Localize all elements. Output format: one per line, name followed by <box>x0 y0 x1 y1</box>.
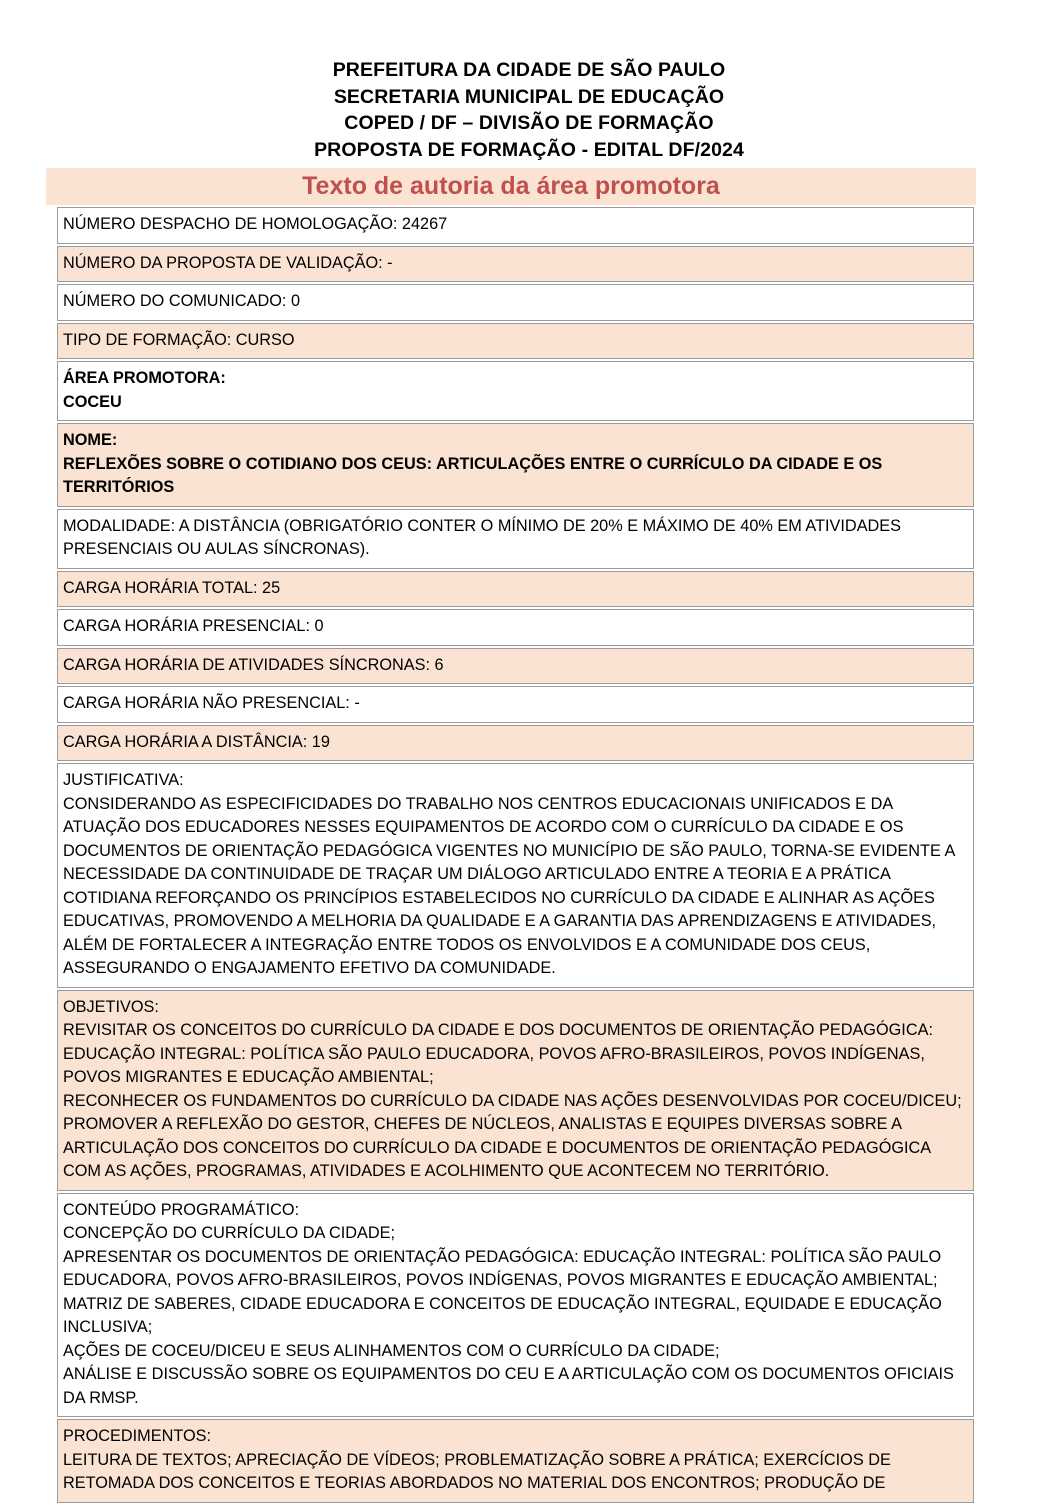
field-numero-comunicado: NÚMERO DO COMUNICADO: 0 <box>57 284 974 321</box>
table-row <box>57 1193 974 1418</box>
conteudo-item: AÇÕES DE COCEU/DICEU E SEUS ALINHAMENTOS COM O CURRÍCULO DA CIDADE; <box>63 1341 720 1360</box>
field-tipo-formacao: TIPO DE FORMAÇÃO: CURSO <box>57 323 974 360</box>
table-row <box>57 648 974 685</box>
procedimentos-label: PROCEDIMENTOS: <box>63 1427 212 1445</box>
field-numero-proposta-validacao: NÚMERO DA PROPOSTA DE VALIDAÇÃO: - <box>57 246 974 283</box>
field-procedimentos <box>57 1419 974 1503</box>
heading-line-3: COPED / DF – DIVISÃO DE FORMAÇÃO <box>344 112 714 134</box>
field-conteudo-programatico <box>57 1193 974 1418</box>
field-carga-horaria-sincronas: CARGA HORÁRIA DE ATIVIDADES SÍNCRONAS: 6 <box>57 648 974 685</box>
field-carga-horaria-distancia: CARGA HORÁRIA A DISTÂNCIA: 19 <box>57 725 974 762</box>
heading-line-2: SECRETARIA MUNICIPAL DE EDUCAÇÃO <box>333 85 725 108</box>
objetivos-item: REVISITAR OS CONCEITOS DO CURRÍCULO DA CIDADE E DOS DOCUMENTOS DE ORIENTAÇÃO PEDAGÓGICA: EDUCAÇÃO INTEGRAL: POLÍTICA SÃO PAULO EDUCADORA, POVOS AFRO-BRASILEIROS, POVOS INDÍGENAS, POVOS MIGRANTES E EDUCAÇÃO AMBIENTAL; <box>63 1021 938 1086</box>
conteudo-label: CONTEÚDO PROGRAMÁTICO: <box>63 1200 300 1219</box>
heading-line-1: PREFEITURA DA CIDADE DE SÃO PAULO <box>332 59 726 81</box>
section-title-band <box>46 168 976 205</box>
table-row <box>57 725 974 762</box>
field-justificativa <box>57 763 974 988</box>
table-row <box>57 284 974 321</box>
objetivos-item: RECONHECER OS FUNDAMENTOS DO CURRÍCULO DA CIDADE NAS AÇÕES DESENVOLVIDAS POR COCEU/DICEU; <box>63 1091 962 1110</box>
field-numero-despacho: NÚMERO DESPACHO DE HOMOLOGAÇÃO: 24267 <box>57 207 974 244</box>
field-carga-horaria-presencial: CARGA HORÁRIA PRESENCIAL: 0 <box>57 609 974 646</box>
proposal-form-table <box>57 205 974 1505</box>
objetivos-item: PROMOVER A REFLEXÃO DO GESTOR, CHEFES DE NÚCLEOS, ANALISTAS E EQUIPES DIVERSAS SOBRE A ARTICULAÇÃO DOS CONCEITOS DO CURRÍCULO DA CIDADE E DOCUMENTOS DE ORIENTAÇÃO PEDAGÓGICA COM AS AÇÕES, PROGRAMAS, ATIVIDADES E ACOLHIMENTO QUE ACONTECEM NO TERRITÓRIO. <box>63 1115 935 1180</box>
table-row <box>57 1419 974 1503</box>
table-row <box>57 509 974 569</box>
field-area-promotora <box>57 361 974 421</box>
procedimentos-text: LEITURA DE TEXTOS; APRECIAÇÃO DE VÍDEOS; PROBLEMATIZAÇÃO SOBRE A PRÁTICA; EXERCÍCIOS DE RETOMADA DOS CONCEITOS E TEORIAS ABORDADOS NO MATERIAL DOS ENCONTROS; PRODUÇÃO DE <box>63 1450 896 1492</box>
area-promotora-value: COCEU <box>63 392 122 411</box>
justificativa-text: CONSIDERANDO AS ESPECIFICIDADES DO TRABALHO NOS CENTROS EDUCACIONAIS UNIFICADOS E DA ATUAÇÃO DOS EDUCADORES NESSES EQUIPAMENTOS DE ACORDO COM O CURRÍCULO DA CIDADE E OS DOCUMENTOS DE ORIENTAÇÃO PEDAGÓGICA VIGENTES NO MUNICÍPIO DE SÃO PAULO, TORNA-SE EVIDENTE A NECESSIDADE DA CONTINUIDADE DE TRAÇAR UM DIÁLOGO ARTICULADO ENTRE A TEORIA E A PRÁTICA COTIDIANA REFORÇANDO OS PRINCÍPIOS ESTABELECIDOS NO CURRÍCULO DA CIDADE E ALINHAR AS AÇÕES EDUCATIVAS, PROMOVENDO A MELHORIA DA QUALIDADE E A GARANTIA DAS APRENDIZAGENS E ATIVIDADES, ALÉM DE FORTALECER A INTEGRAÇÃO ENTRE TODOS OS ENVOLVIDOS E A COMUNIDADE DOS CEUS, ASSEGURANDO O ENGAJAMENTO EFETIVO DA COMUNIDADE. <box>63 794 959 977</box>
table-row <box>57 323 974 360</box>
table-row <box>57 246 974 283</box>
conteudo-item: APRESENTAR OS DOCUMENTOS DE ORIENTAÇÃO PEDAGÓGICA: EDUCAÇÃO INTEGRAL: POLÍTICA SÃO PAULO EDUCADORA, POVOS AFRO-BRASILEIROS, POVOS INDÍGENAS, POVOS MIGRANTES E EDUCAÇÃO AMBIENTAL; <box>63 1247 946 1289</box>
table-row <box>57 609 974 646</box>
nome-label: NOME: <box>63 431 118 449</box>
conteudo-item: MATRIZ DE SABERES, CIDADE EDUCADORA E CONCEITOS DE EDUCAÇÃO INTEGRAL, EQUIDADE E EDUCAÇÃO INCLUSIVA; <box>63 1294 947 1336</box>
table-row <box>57 763 974 988</box>
field-nome <box>57 423 974 507</box>
table-row <box>57 571 974 608</box>
table-row <box>57 207 974 244</box>
heading-line-4: PROPOSTA DE FORMAÇÃO - EDITAL DF/2024 <box>314 138 744 161</box>
field-modalidade: MODALIDADE: A DISTÂNCIA (OBRIGATÓRIO CONTER O MÍNIMO DE 20% E MÁXIMO DE 40% EM ATIVIDADES PRESENCIAIS OU AULAS SÍNCRONAS). <box>57 509 974 569</box>
objetivos-label: OBJETIVOS: <box>63 997 159 1016</box>
field-carga-horaria-nao-presencial: CARGA HORÁRIA NÃO PRESENCIAL: - <box>57 686 974 723</box>
table-row <box>57 361 974 421</box>
table-row <box>57 686 974 723</box>
field-carga-horaria-total: CARGA HORÁRIA TOTAL: 25 <box>57 571 974 608</box>
conteudo-item: ANÁLISE E DISCUSSÃO SOBRE OS EQUIPAMENTOS DO CEU E A ARTICULAÇÃO COM OS DOCUMENTOS OFICIAIS DA RMSP. <box>63 1365 959 1407</box>
field-objetivos <box>57 990 974 1191</box>
table-row <box>57 423 974 507</box>
conteudo-item: CONCEPÇÃO DO CURRÍCULO DA CIDADE; <box>63 1224 396 1242</box>
document-heading <box>0 0 1058 163</box>
section-title-text: Texto de autoria da área promotora <box>302 172 720 200</box>
table-row <box>57 990 974 1191</box>
justificativa-label: JUSTIFICATIVA: <box>63 771 184 789</box>
nome-value: REFLEXÕES SOBRE O COTIDIANO DOS CEUS: ARTICULAÇÕES ENTRE O CURRÍCULO DA CIDADE E OS TERRITÓRIOS <box>63 454 887 496</box>
area-promotora-label: ÁREA PROMOTORA: <box>63 369 226 387</box>
